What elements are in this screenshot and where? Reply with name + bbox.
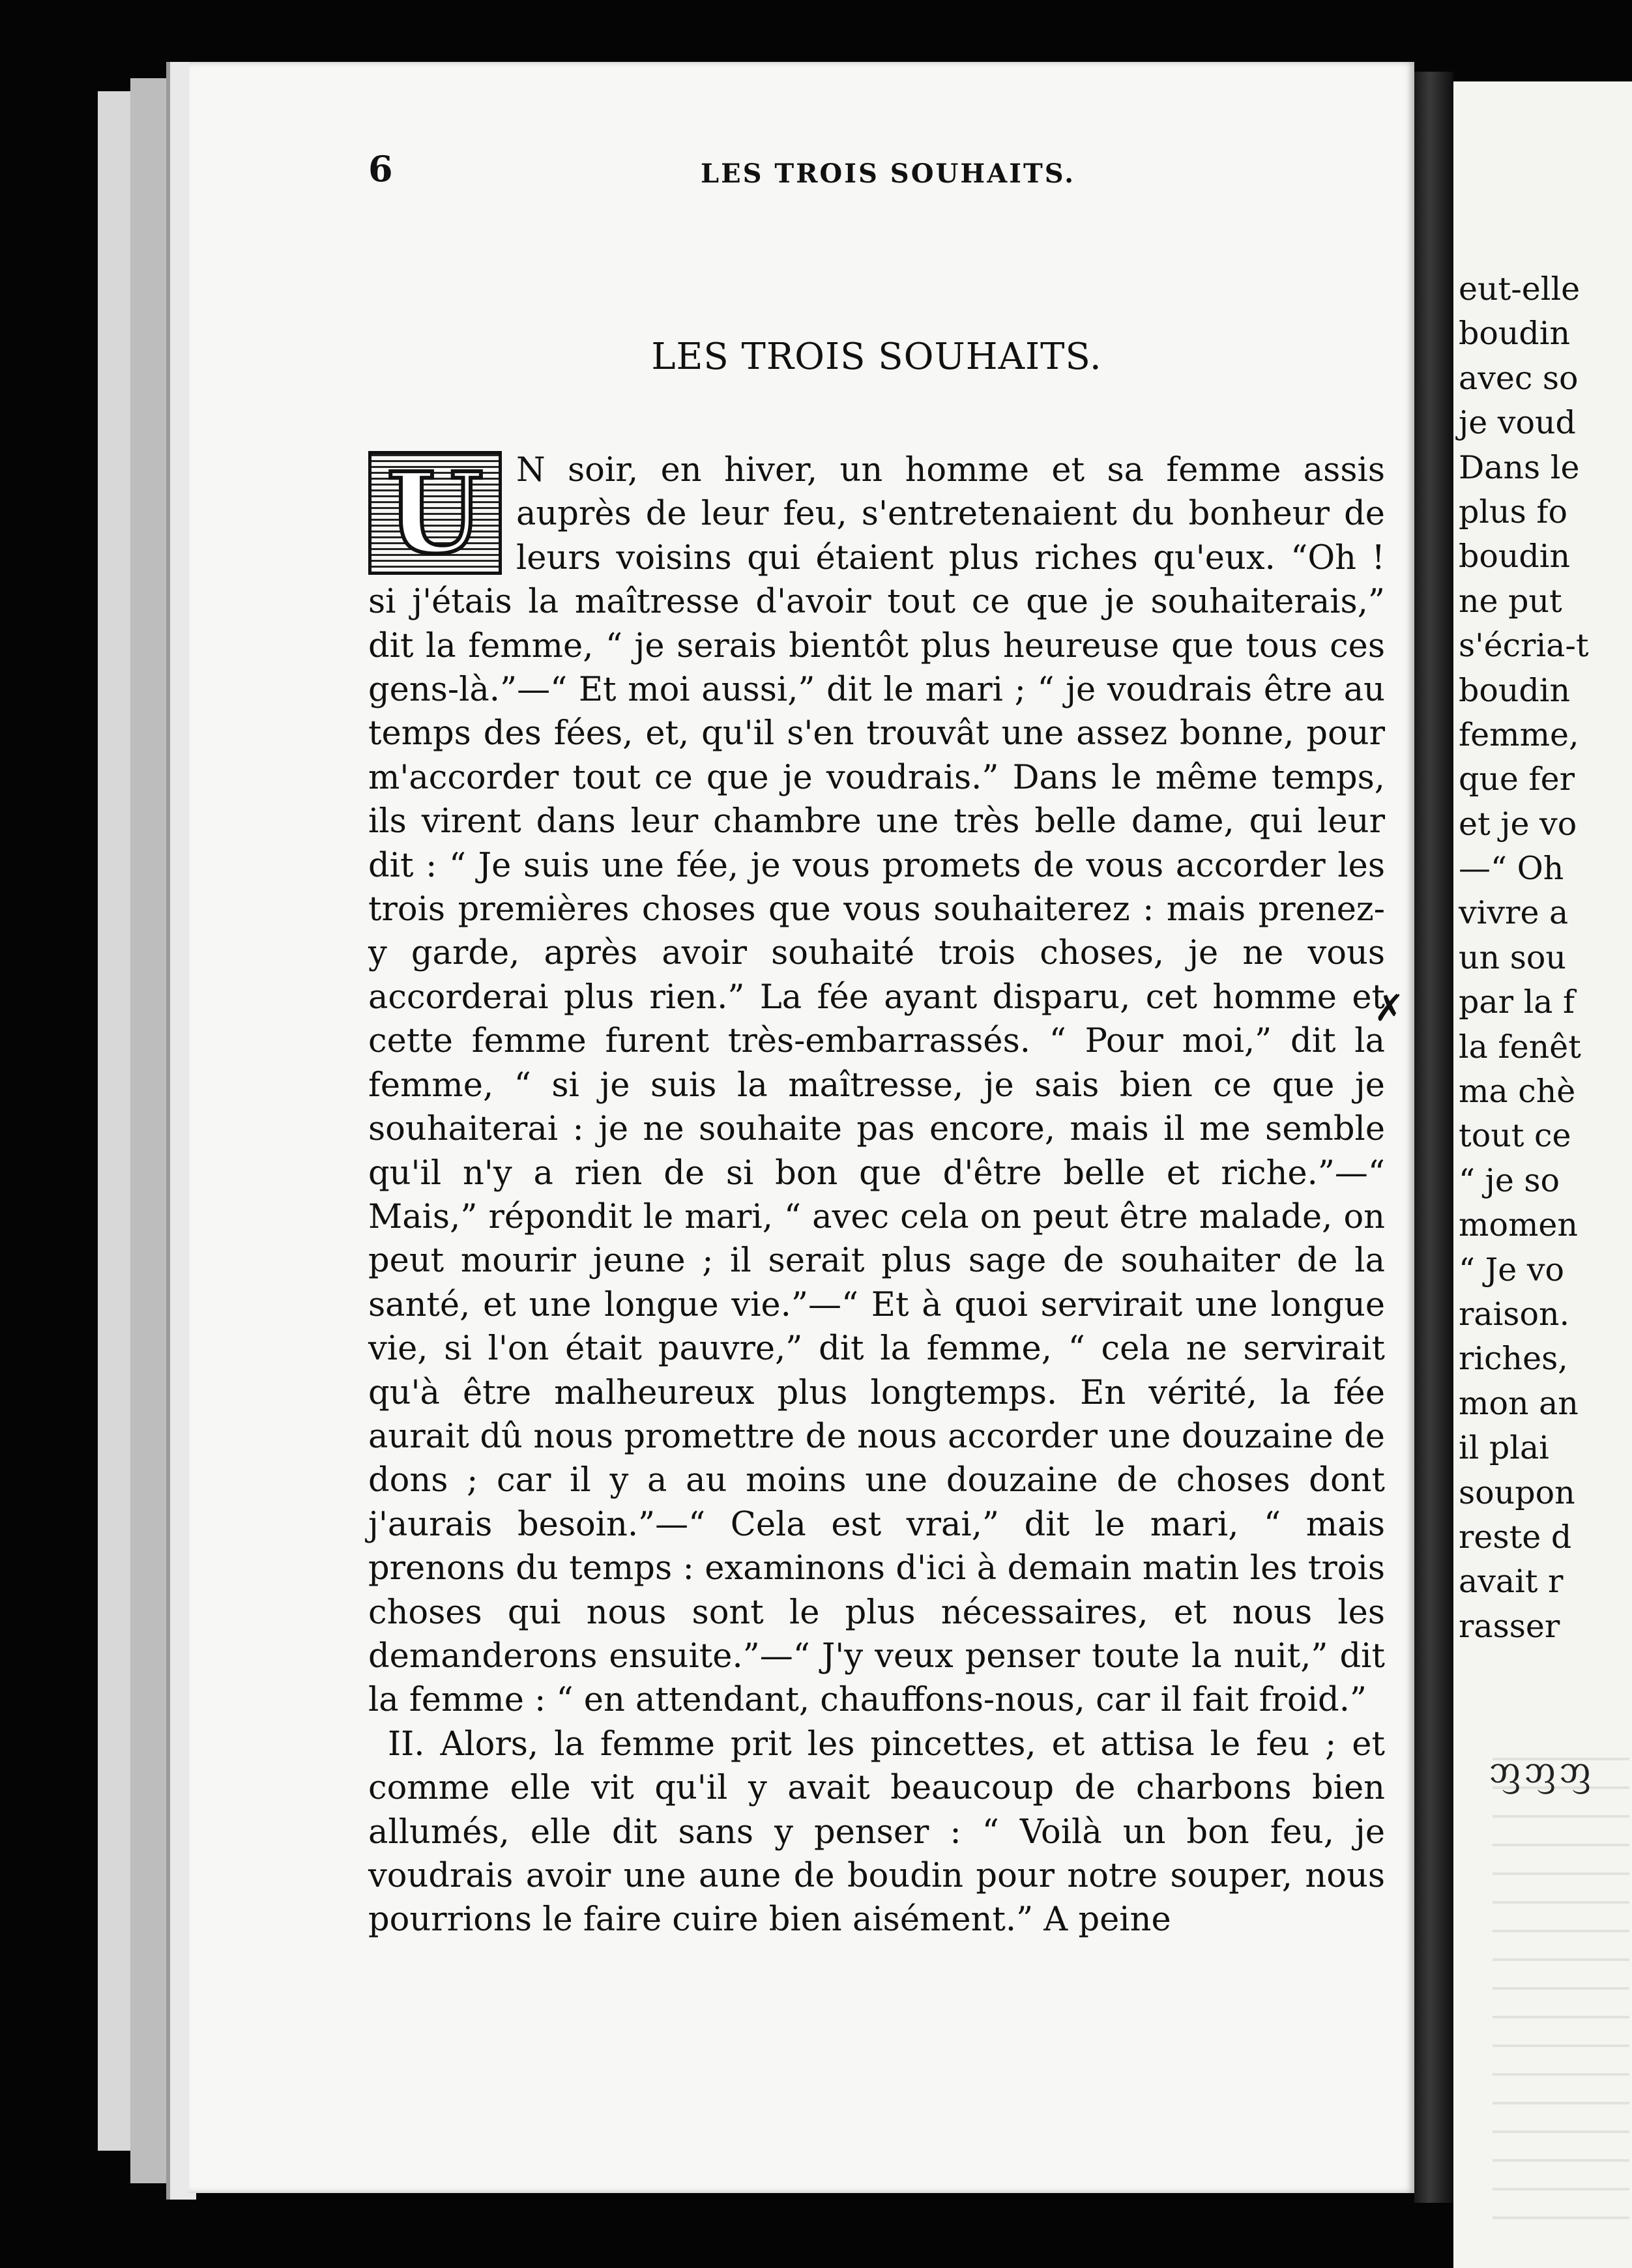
facing-line: que fer (1459, 761, 1575, 798)
ornament-divider: ᦀᦀᦀ (1489, 1747, 1595, 1792)
facing-line: femme, (1459, 716, 1579, 753)
facing-page-lines (1459, 267, 1632, 1649)
facing-line: riches, (1459, 1340, 1568, 1378)
facing-line: tout ce (1459, 1117, 1571, 1155)
facing-line: ne put (1459, 582, 1562, 620)
page-number: 6 (368, 148, 393, 190)
paragraph-1: N soir, en hiver, un homme et sa femme assis auprès de leur feu, s'entretenaient du bonheur de leurs voisins qui étaient plus riches qu'eux. “Oh ! si j'étais la maîtresse d'avoir tout ce que je souhaiterais,” dit la femme, “ je serais bientôt plus heureuse que tous ces gens-là.”—“ Et moi aussi,” dit le mari ; “ je voudrais être au temps des fées, et, qu'il s'en trouvât une assez bonne, pour m'accorder tout ce que je voudrais.” Dans le même temps, ils virent dans leur chambre une très belle dame, qui leur dit : “ Je suis une fée, je vous promets de vous accorder les trois premières choses que vous souhaiterez : mais prenez-y garde, après avoir souhaité trois choses, je ne vous accorderai plus rien.” La fée ayant disparu, cet homme et cette femme furent très-embarrassés. “ Pour moi,” dit la femme, “ si je suis la maîtresse, je sais bien ce que je souhaiterai : je ne souhaite pas encore, mais il me semble qu'il n'y a rien de si bon que d'être belle et riche.”—“ Mais,” répondit le mari, “ avec cela on peut être malade, on peut mourir jeune ; il serait plus sage de souhaiter de la santé, et une longue vie.”—“ Et à quoi servirait une longue vie, si l'on était pauvre,” dit la femme, “ cela ne servirait qu'à être malheureux plus longtemps. En vérité, la fée aurait dû nous promettre de nous accorder une douzaine de dons ; car il y a au moins une douzaine de choses dont j'aurais besoin.”—“ Cela est vrai,” dit le mari, “ mais prenons du temps : examinons d'ici à demain matin les trois choses qui nous sont le plus nécessaires, et nous les demanderons ensuite.”—“ J'y veux penser toute la nuit,” dit la femme : “ en attendant, chauffons-nous, car il fait froid.” (368, 451, 1385, 1720)
running-title: LES TROIS SOUHAITS. (701, 158, 1076, 189)
facing-line: momen (1459, 1206, 1578, 1244)
facing-line: plus fo (1459, 493, 1567, 531)
facing-line: eut-elle (1459, 270, 1581, 308)
facing-line: la fenêt (1459, 1028, 1581, 1066)
facing-line: “ je so (1459, 1161, 1560, 1199)
facing-line: boudin (1459, 315, 1571, 353)
facing-line: vivre a (1459, 894, 1569, 932)
facing-line: s'écria-t (1459, 627, 1589, 665)
facing-line: boudin (1459, 671, 1571, 709)
body-text (368, 448, 1385, 1942)
book-gutter (1414, 72, 1453, 2203)
facing-line: un sou (1459, 938, 1566, 976)
facing-line: je voud (1459, 404, 1576, 442)
right-page-partial (1453, 81, 1632, 2268)
facing-line: mon an (1459, 1384, 1579, 1422)
facing-line: ma chè (1459, 1073, 1576, 1111)
facing-line: soupon (1459, 1474, 1575, 1511)
facing-line: —“ Oh (1459, 850, 1564, 888)
chapter-title: LES TROIS SOUHAITS. (651, 336, 1102, 378)
facing-line: raison. (1459, 1295, 1570, 1333)
facing-line: “ Je vo (1459, 1251, 1565, 1288)
facing-line: avait r (1459, 1563, 1564, 1601)
handwritten-margin-mark: ✗ (1374, 987, 1405, 1030)
paragraph-2: II. Alors, la femme prit les pincettes, et attisa le feu ; et comme elle vit qu'il y avait beaucoup de charbons bien allumés, elle dit sans y penser : “ Voilà un bon feu, je voudrais avoir une aune de boudin pour notre souper, nous pourrions le faire cuire bien aisément.” A peine (368, 1724, 1385, 1940)
facing-line: boudin (1459, 538, 1571, 575)
facing-line: il plai (1459, 1429, 1549, 1467)
faint-show-through (1493, 1750, 1629, 2245)
facing-line: par la f (1459, 983, 1575, 1021)
facing-line: et je vo (1459, 805, 1577, 843)
facing-line: reste d (1459, 1518, 1572, 1556)
drop-cap-ornament (368, 448, 502, 579)
facing-line: rasser (1459, 1607, 1560, 1645)
facing-line: avec so (1459, 359, 1579, 397)
running-header (368, 94, 1385, 190)
facing-line: Dans le (1459, 448, 1580, 486)
drop-cap-letter: U (386, 448, 484, 579)
